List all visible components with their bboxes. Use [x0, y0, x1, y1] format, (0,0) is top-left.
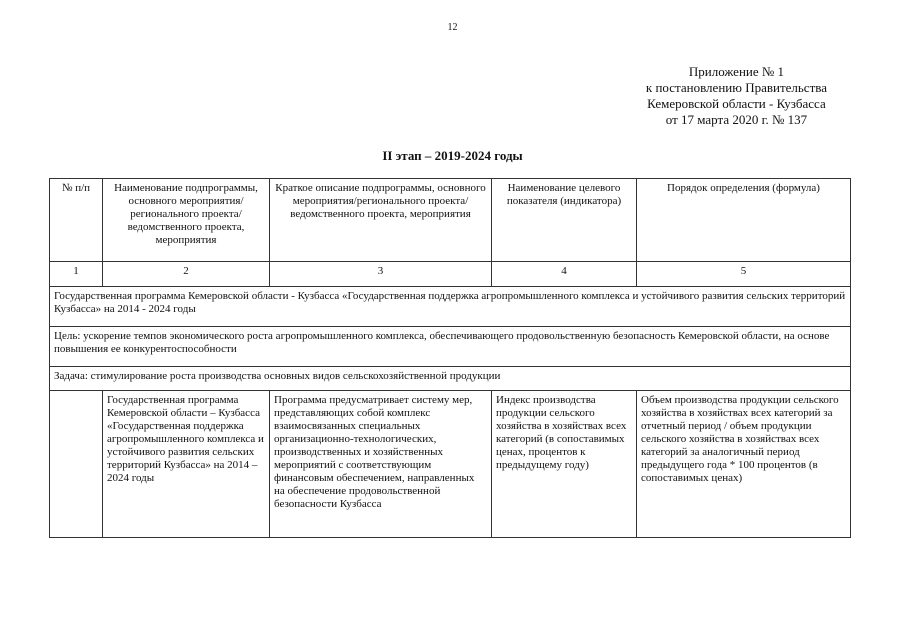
table-header-row	[50, 179, 851, 262]
indicators-table	[49, 178, 851, 538]
goal-row	[50, 327, 851, 367]
column-number: 1	[50, 262, 103, 287]
header-cell-indicator: Наименование целевого показателя (индикатора)	[492, 179, 637, 262]
column-number: 5	[637, 262, 851, 287]
row-name-cell: Государственная программа Кемеровской области – Кузбасса «Государственная поддержка агропромышленного комплекса и устойчивого развития сельских территорий Кузбасса» на 2014 – 2024 годы	[103, 391, 270, 538]
goal-cell: Цель: ускорение темпов экономического роста агропромышленного комплекса, обеспечивающего продовольственную безопасность Кемеровской области, на основе повышения ее конкурентоспособности	[50, 327, 851, 367]
appendix-line-3: Кемеровской области - Кузбасса	[647, 96, 826, 111]
column-number: 2	[103, 262, 270, 287]
page-number: 12	[447, 22, 458, 33]
column-number: 4	[492, 262, 637, 287]
appendix-header	[646, 64, 827, 128]
row-formula-cell: Объем производства продукции сельского хозяйства в хозяйствах всех категорий за отчетный период / объем продукции сельского хозяйства в хозяйствах всех категорий за аналогичный период предыдущего года * 100 процентов (в сопоставимых ценах)	[637, 391, 851, 538]
appendix-line-4: от 17 марта 2020 г. № 137	[665, 112, 808, 127]
row-indicator-cell: Индекс производства продукции сельского хозяйства в хозяйствах всех категорий (в сопоставимых ценах, процентов к предыдущему году)	[492, 391, 637, 538]
table-row	[50, 391, 851, 538]
stage-title: II этап – 2019-2024 годы	[382, 148, 523, 163]
header-cell-formula: Порядок определения (формула)	[637, 179, 851, 262]
header-cell-name: Наименование подпрограммы, основного мероприятия/регионального проекта/ведомственного проекта, мероприятия	[103, 179, 270, 262]
program-cell: Государственная программа Кемеровской области - Кузбасса «Государственная поддержка агропромышленного комплекса и устойчивого развития сельских территорий Кузбасса» на 2014 - 2024 годы	[50, 287, 851, 327]
row-num-cell	[50, 391, 103, 538]
header-cell-num: № п/п	[50, 179, 103, 262]
column-number: 3	[270, 262, 492, 287]
appendix-line-1: Приложение № 1	[688, 64, 785, 79]
task-cell: Задача: стимулирование роста производства основных видов сельскохозяйственной продукции	[50, 367, 851, 391]
column-numbers-row	[50, 262, 851, 287]
header-cell-description: Краткое описание подпрограммы, основного мероприятия/регионального проекта/ведомственного проекта, мероприятия	[270, 179, 492, 262]
row-description-cell: Программа предусматривает систему мер, представляющих собой комплекс взаимосвязанных специальных организационно-технологических, производственных и хозяйственных мероприятий с соответствующим финансовым обеспечением, направленных на обеспечение продовольственной безопасности Кузбасса	[270, 391, 492, 538]
task-row	[50, 367, 851, 391]
appendix-line-2: к постановлению Правительства	[645, 80, 827, 95]
program-row	[50, 287, 851, 327]
